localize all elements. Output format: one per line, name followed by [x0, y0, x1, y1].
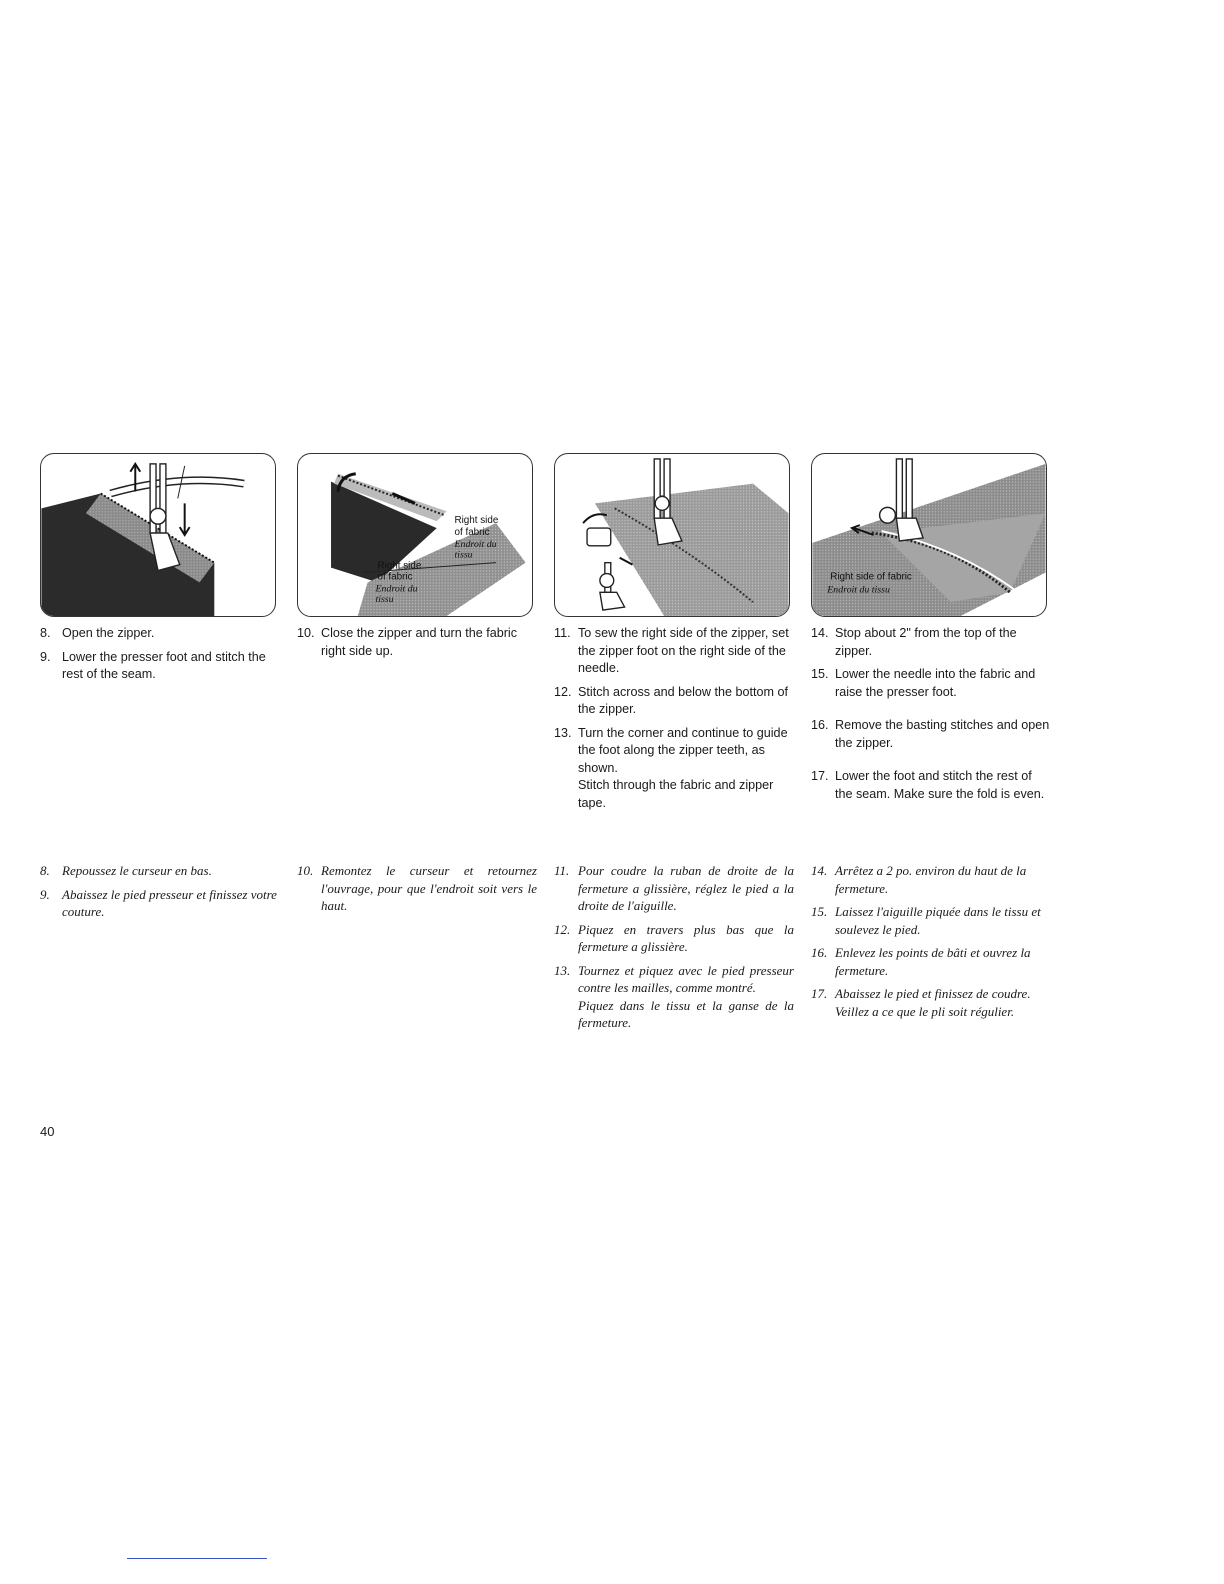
step-text: Lower the needle into the fabric and raise the presser foot. — [835, 667, 1036, 699]
sewing-illustration-open-zipper — [41, 454, 275, 616]
svg-text:tissu: tissu — [454, 549, 473, 561]
step-11-en — [554, 625, 794, 678]
step-number: 16. — [811, 718, 829, 732]
svg-text:Right side: Right side — [454, 515, 499, 527]
page-number: 40 — [40, 1124, 55, 1139]
step-10-en — [297, 625, 537, 660]
step-number: 14. — [811, 863, 828, 878]
svg-text:of fabric: of fabric — [454, 527, 490, 538]
step-text: Laissez l'aiguille piquée dans le tissu et soulevez le pied. — [835, 904, 1041, 937]
svg-text:Right side of fabric: Right side of fabric — [830, 571, 912, 583]
svg-text:of fabric: of fabric — [377, 571, 413, 583]
step-15-fr — [811, 903, 1051, 938]
svg-text:Right side: Right side — [377, 560, 422, 572]
step-14-en — [811, 625, 1051, 660]
step-number: 16. — [811, 945, 828, 960]
step-number: 13. — [554, 725, 572, 740]
french-column-3 — [554, 862, 794, 1036]
step-number: 15. — [811, 904, 828, 919]
english-column-3 — [554, 625, 794, 816]
step-text: Arrêtez a 2 po. environ du haut de la fermeture. — [835, 863, 1027, 896]
step-13-en — [554, 725, 794, 813]
step-text: Repoussez le curseur en bas. — [62, 863, 212, 878]
step-12-en — [554, 684, 794, 719]
sewing-illustration-right-side-zipper — [555, 454, 789, 616]
svg-text:Endroit du: Endroit du — [375, 583, 418, 595]
french-column-1 — [40, 862, 280, 925]
step-number: 15. — [811, 667, 829, 681]
step-number: 10. — [297, 863, 314, 878]
step-text: Piquez en travers plus bas que la fermeture a glissière. — [578, 921, 794, 954]
step-17-en — [811, 768, 1051, 803]
step-11-fr — [554, 862, 794, 915]
arrow-down-icon — [180, 503, 190, 535]
step-text: Turn the corner and continue to guide the foot along the zipper teeth, as shown. — [578, 725, 788, 775]
step-text: Close the zipper and turn the fabric right side up. — [321, 626, 518, 658]
step-text: Lower the presser foot and stitch the rest of the seam. — [62, 649, 266, 681]
english-column-2 — [297, 625, 537, 664]
step-17-fr — [811, 985, 1051, 1020]
step-10-fr — [297, 862, 537, 915]
svg-text:Endroit du: Endroit du — [454, 538, 497, 550]
illustration-step-8-9 — [40, 453, 276, 617]
step-text: Abaissez le pied presseur et finissez votre couture. — [62, 886, 277, 919]
step-text: Tournez et piquez avec le pied presseur contre les mailles, comme montré. — [578, 962, 794, 995]
step-number: 12. — [554, 921, 571, 937]
step-number: 12. — [554, 684, 572, 699]
svg-text:Endroit du tissu: Endroit du tissu — [827, 584, 890, 596]
step-text: Abaissez le pied et finissez de coudre. Veillez a ce que le pli soit régulier. — [835, 986, 1031, 1019]
step-text: Pour coudre la ruban de droite de la fermeture a glissière, réglez le pied a la droite de l'aiguille. — [578, 863, 794, 913]
step-text: To sew the right side of the zipper, set the zipper foot on the right side of the needle. — [578, 626, 789, 675]
step-number: 17. — [811, 769, 829, 783]
step-number: 9. — [40, 649, 51, 664]
step-9-en — [40, 649, 280, 684]
svg-text:tissu: tissu — [375, 594, 394, 606]
step-16-en — [811, 717, 1051, 752]
step-number: 11. — [554, 863, 570, 878]
french-column-2 — [297, 862, 537, 919]
step-text: Stitch across and below the bottom of the zipper. — [578, 684, 789, 716]
step-number: 8. — [40, 863, 50, 878]
illustration-step-10 — [297, 453, 533, 617]
step-12-fr — [554, 921, 794, 956]
step-text: Open the zipper. — [62, 626, 155, 640]
illustration-step-14-17 — [811, 453, 1047, 617]
footer-rule — [127, 1558, 267, 1559]
step-number: 10. — [297, 626, 315, 640]
step-number: 13. — [554, 962, 571, 978]
step-8-en — [40, 625, 280, 643]
step-8-fr — [40, 862, 280, 880]
step-number: 14. — [811, 626, 829, 640]
english-column-1 — [40, 625, 280, 688]
step-15-en — [811, 666, 1051, 701]
step-text: Remontez le curseur et retournez l'ouvrage, pour que l'endroit soit vers le haut. — [321, 863, 537, 913]
step-text: Lower the foot and stitch the rest of the seam. Make sure the fold is even. — [835, 769, 1045, 801]
step-13-fr — [554, 962, 794, 1032]
step-text: Remove the basting stitches and open the zipper. — [835, 718, 1050, 750]
french-column-4 — [811, 862, 1051, 1024]
step-number: 17. — [811, 986, 828, 1001]
step-number: 8. — [40, 626, 51, 640]
step-text-continued: Stitch through the fabric and zipper tape. — [578, 778, 774, 810]
sewing-illustration-finish-seam — [812, 454, 1046, 616]
step-9-fr — [40, 886, 280, 921]
step-text-continued: Piquez dans le tissu et la ganse de la fermeture. — [578, 997, 794, 1030]
step-16-fr — [811, 944, 1051, 979]
sewing-illustration-close-zipper — [298, 454, 532, 616]
illustration-step-11-13 — [554, 453, 790, 617]
step-text: Stop about 2" from the top of the zipper. — [835, 626, 1017, 658]
english-column-4 — [811, 625, 1051, 807]
step-number: 9. — [40, 886, 50, 902]
step-number: 11. — [554, 626, 571, 640]
step-14-fr — [811, 862, 1051, 897]
step-text: Enlevez les points de bâti et ouvrez la fermeture. — [835, 945, 1031, 978]
